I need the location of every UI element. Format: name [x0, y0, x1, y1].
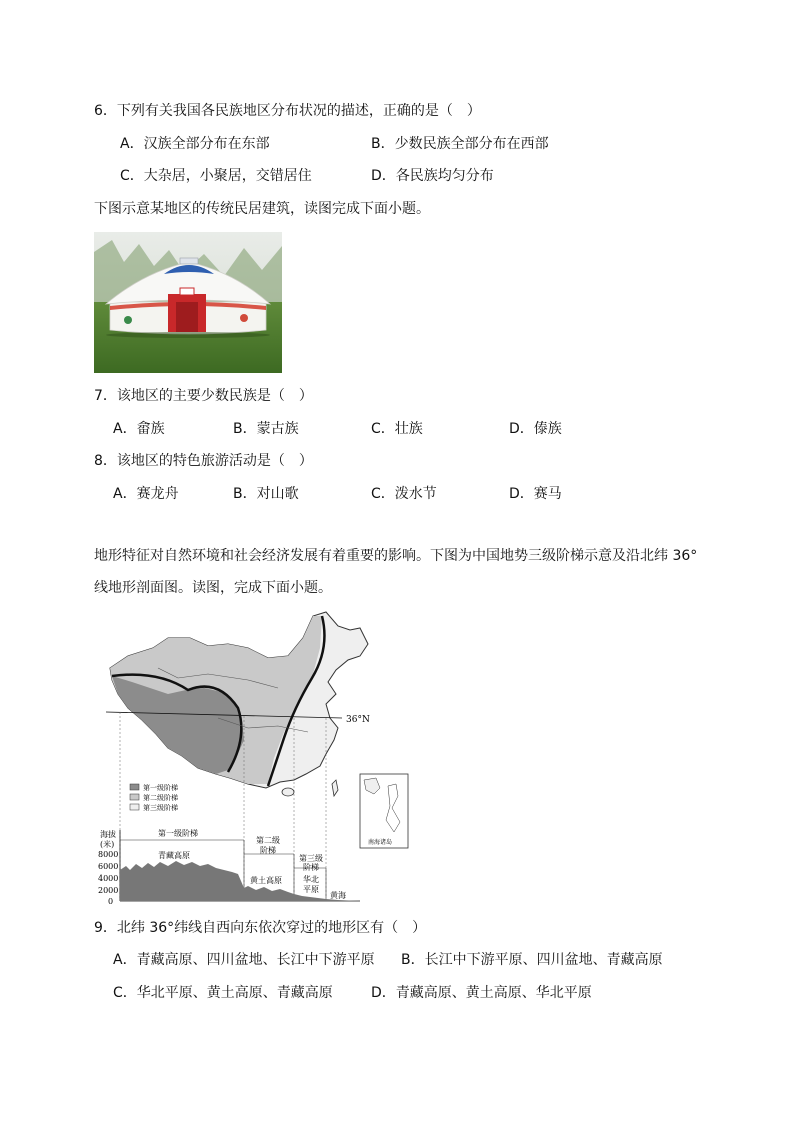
- profile-yellow-sea: 黄海: [330, 891, 346, 900]
- profile-loess: 黄土高原: [250, 876, 282, 885]
- q7-option-b: B．蒙古族: [233, 421, 299, 437]
- y-axis-title-2: (米): [100, 840, 115, 849]
- china-terrain-map: [98, 608, 418, 908]
- profile-qinghai-tibet: 青藏高原: [158, 851, 190, 860]
- q9-option-b: B．长江中下游平原、四川盆地、青藏高原: [401, 952, 663, 968]
- q9-option-d: D．青藏高原、黄土高原、华北平原: [371, 985, 592, 1001]
- q6-option-a: A．汉族全部分布在东部: [120, 136, 270, 152]
- legend-step1: 第一级阶梯: [143, 784, 178, 792]
- q7-option-d: D．傣族: [509, 421, 562, 437]
- profile-step2-label-1: 第二级: [256, 836, 280, 845]
- q8-option-d: D．赛马: [509, 486, 562, 502]
- q8-option-b: B．对山歌: [233, 486, 299, 502]
- profile-step1-label: 第一级阶梯: [158, 829, 198, 838]
- q8-option-c: C．泼水节: [371, 486, 437, 502]
- profile-step3-label-1: 第三级: [299, 854, 323, 863]
- question-6-stem: 6．下列有关我国各民族地区分布状况的描述，正确的是（ ）: [94, 103, 481, 119]
- map-legend: [130, 783, 178, 812]
- q6-option-b: B．少数民族全部分布在西部: [371, 136, 549, 152]
- legend-step3: 第三级阶梯: [143, 804, 178, 812]
- question-7-stem: 7．该地区的主要少数民族是（ ）: [94, 388, 313, 404]
- y-axis-title-1: 海拔: [100, 830, 116, 839]
- y-tick-0: 0: [108, 897, 114, 906]
- q8-option-a: A．赛龙舟: [113, 486, 179, 502]
- y-tick-6000: 6000: [98, 862, 119, 871]
- q7-option-c: C．壮族: [371, 421, 423, 437]
- y-tick-8000: 8000: [98, 850, 119, 859]
- profile-north-china-2: 平原: [303, 885, 319, 894]
- question-8-stem: 8．该地区的特色旅游活动是（ ）: [94, 453, 313, 469]
- legend-step2: 第二级阶梯: [143, 794, 178, 802]
- intro-yurt: 下图示意某地区的传统民居建筑，读图完成下面小题。: [94, 201, 430, 217]
- south-china-sea-inset: [360, 774, 408, 848]
- inset-label: 南海诸岛: [368, 839, 393, 846]
- q9-option-c: C．华北平原、黄土高原、青藏高原: [113, 985, 333, 1001]
- q6-option-c: C．大杂居，小聚居，交错居住: [120, 168, 312, 184]
- profile-step3-label-2: 阶梯: [303, 863, 319, 872]
- y-tick-2000: 2000: [98, 886, 119, 895]
- profile-north-china-1: 华北: [303, 875, 319, 884]
- intro-terrain-line1: 地形特征对自然环境和社会经济发展有着重要的影响。下图为中国地势三级阶梯示意及沿北纬 36°: [94, 548, 698, 564]
- intro-terrain-line2: 线地形剖面图。读图，完成下面小题。: [94, 580, 332, 596]
- profile-step2-label-2: 阶梯: [260, 846, 276, 855]
- elevation-profile: [98, 828, 360, 906]
- question-9-stem: 9．北纬 36°纬线自西向东依次穿过的地形区有（ ）: [94, 920, 427, 936]
- q7-option-a: A．畲族: [113, 421, 165, 437]
- y-tick-4000: 4000: [98, 874, 119, 883]
- latitude-label: 36°N: [346, 715, 370, 725]
- q6-option-d: D．各民族均匀分布: [371, 168, 494, 184]
- q9-option-a: A．青藏高原、四川盆地、长江中下游平原: [113, 952, 375, 968]
- yurt-photo: [94, 232, 282, 373]
- terrain-silhouette: [120, 861, 360, 901]
